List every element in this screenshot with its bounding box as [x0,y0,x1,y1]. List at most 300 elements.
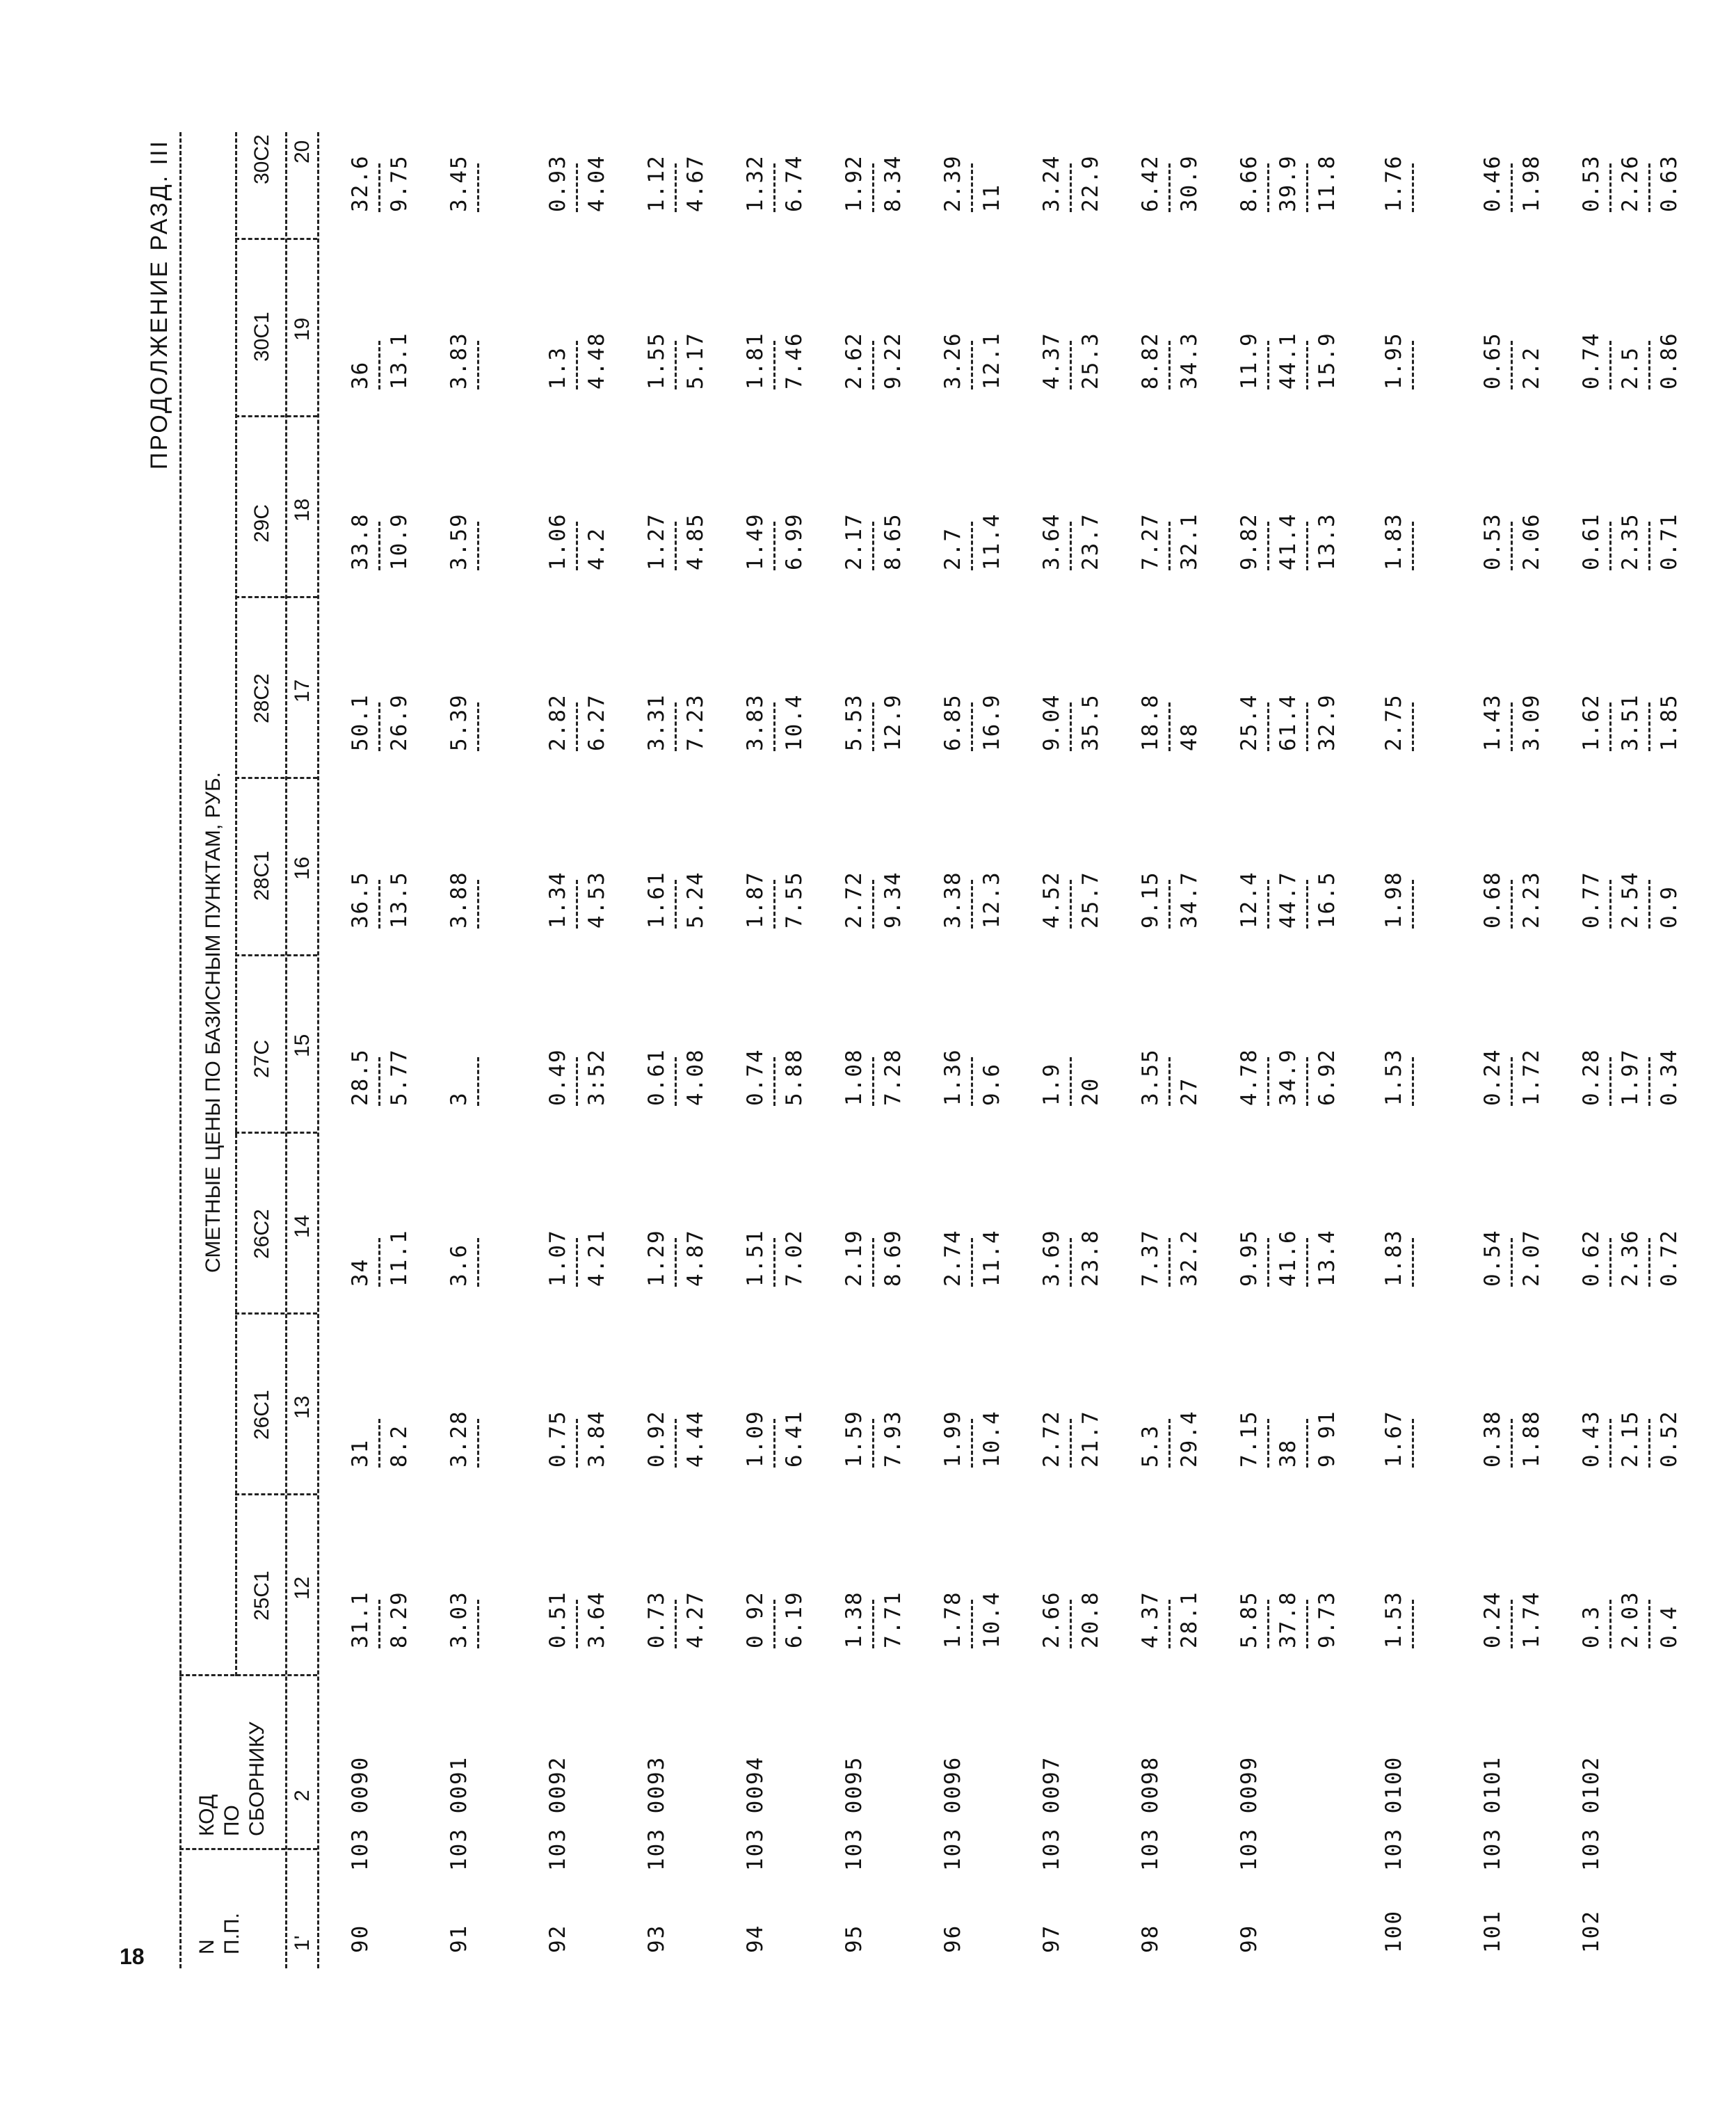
price-value: 1.08 [842,1048,867,1106]
value-divider [1306,1057,1310,1106]
column-header-28С1: 28С1 [250,851,273,901]
price-value: 31.1 [348,1591,373,1648]
price-value: 1.78 [940,1591,965,1648]
price-value: 1.92 [842,154,867,212]
price-value: 0.3 [1579,1605,1604,1648]
price-value: 1.67 [1381,1410,1406,1468]
value-divider [1609,341,1614,389]
price-value: 9.15 [1138,871,1163,929]
rotated-table-page [146,132,1736,1968]
price-value: 9.04 [1039,693,1064,751]
value-divider [576,522,580,570]
row-code: 103 0095 [842,1756,867,1871]
value-divider [1306,341,1310,389]
price-value: 0.49 [545,1048,570,1106]
continuation-title: ПРОДОЛЖЕНИЕ РАЗД. III [146,139,172,470]
header-top-rule [179,132,182,1968]
price-value: 30.9 [1177,154,1202,212]
price-value: 20.8 [1078,1591,1103,1648]
price-value: 32.9 [1315,693,1340,751]
price-value: 0.28 [1579,1048,1604,1106]
column-number: 20 [291,140,314,163]
price-value: 1.09 [743,1410,768,1468]
price-group-title: СМЕТНЫЕ ЦЕНЫ ПО БАЗИСНЫМ ПУНКТАМ, РУБ. [202,772,225,1273]
price-value: 1.27 [644,513,669,570]
price-value: 4.08 [683,1048,708,1106]
value-divider [1648,1238,1653,1287]
price-value: 3.03 [447,1591,472,1648]
price-value: 3.38 [940,871,965,929]
price-value: 0.24 [1480,1048,1505,1106]
value-divider [1168,163,1173,212]
price-value: 2.35 [1618,513,1643,570]
value-divider [872,1419,876,1468]
row-code: 103 0098 [1138,1756,1163,1871]
price-value: 11.4 [979,513,1004,570]
price-value: 0.9 [1657,885,1682,929]
price-value: 31 [348,1438,373,1468]
price-value: 16.5 [1315,871,1340,929]
value-divider [971,522,975,570]
price-value: 7.37 [1138,1229,1163,1287]
row-code: 103 0101 [1480,1756,1505,1871]
price-value: 2.75 [1381,693,1406,751]
price-value: 2.06 [1519,513,1544,570]
column-header-28С2: 28С2 [250,673,273,723]
price-value: 5.88 [782,1048,807,1106]
price-value: 9 91 [1315,1410,1340,1468]
value-divider [1267,880,1271,929]
price-value: 0.71 [1657,513,1682,570]
value-divider [1267,341,1271,389]
value-divider [576,341,580,389]
column-number: 18 [291,498,314,522]
price-value: 1.3 [545,346,570,389]
value-divider [773,702,778,751]
value-divider [1267,1238,1271,1287]
price-value: 4.37 [1138,1591,1163,1648]
value-divider [1412,1057,1416,1106]
price-value: 15.9 [1315,332,1340,389]
value-divider [971,1600,975,1648]
price-value: 41.4 [1276,513,1301,570]
price-value: 4.04 [584,154,609,212]
price-value: 32.2 [1177,1229,1202,1287]
price-value: 2.2 [1519,346,1544,389]
price-value: 3.83 [447,332,472,389]
column-number: 1' [291,1935,314,1951]
price-value: 3.6 [447,1244,472,1287]
price-value: 2.72 [1039,1410,1064,1468]
price-value: 6.41 [782,1410,807,1468]
value-divider [477,522,481,570]
price-value: 2.7 [940,527,965,570]
value-divider [872,1600,876,1648]
value-divider [1412,1600,1416,1648]
value-divider [1306,880,1310,929]
value-divider [971,341,975,389]
price-value: 1.99 [940,1410,965,1468]
value-divider [872,880,876,929]
price-value: 0.46 [1480,154,1505,212]
value-divider [1168,702,1173,751]
price-value: 0.72 [1657,1229,1682,1287]
price-value: 0.68 [1480,871,1505,929]
column-header-26С2: 26С2 [250,1209,273,1259]
price-value: 2.5 [1618,346,1643,389]
price-value: 2.36 [1618,1229,1643,1287]
price-value: 12.1 [979,332,1004,389]
price-value: 7.93 [881,1410,906,1468]
price-value: 11.1 [387,1229,412,1287]
value-divider [576,1057,580,1106]
price-value: 34.9 [1276,1048,1301,1106]
price-value: 6.92 [1315,1048,1340,1106]
column-number: 19 [291,317,314,341]
value-divider [1511,1238,1515,1287]
price-value: 36.5 [348,871,373,929]
value-divider [675,1600,679,1648]
value-divider [1511,880,1515,929]
price-value: 3.24 [1039,154,1064,212]
value-divider [1306,702,1310,751]
price-value: 3.26 [940,332,965,389]
value-divider [971,702,975,751]
value-divider [971,1238,975,1287]
price-value: 8.65 [881,513,906,570]
price-value: 29.4 [1177,1410,1202,1468]
price-value: 1.72 [1519,1048,1544,1106]
header-separator [235,1312,317,1315]
value-divider [1511,341,1515,389]
row-number: 99 [1237,1924,1262,1953]
price-value: 4.27 [683,1591,708,1648]
price-value: 0.74 [1579,332,1604,389]
value-divider [1267,522,1271,570]
price-value: 4.85 [683,513,708,570]
price-value: 34.3 [1177,332,1202,389]
price-value: 9.75 [387,154,412,212]
price-value: 3.31 [644,693,669,751]
value-divider [675,1419,679,1468]
price-value: 1.83 [1381,513,1406,570]
price-value: 23.8 [1078,1229,1103,1287]
price-value: 44.1 [1276,332,1301,389]
price-value: 6.74 [782,154,807,212]
value-divider [1648,1057,1653,1106]
value-divider [773,880,778,929]
price-value: 0.38 [1480,1410,1505,1468]
price-value: 8.29 [387,1591,412,1648]
price-value: 4.78 [1237,1048,1262,1106]
value-divider [1070,341,1074,389]
value-divider [378,163,383,212]
price-value: 8.34 [881,154,906,212]
value-divider [971,880,975,929]
price-value: 6.19 [782,1591,807,1648]
column-number: 17 [291,679,314,702]
price-value: 0.62 [1579,1229,1604,1287]
price-value: 7.71 [881,1591,906,1648]
price-value: 5.3 [1138,1424,1163,1468]
row-number: 94 [743,1924,768,1953]
price-value: 0.54 [1480,1229,1505,1287]
value-divider [477,1057,481,1106]
price-value: 1.38 [842,1591,867,1648]
value-divider [1648,880,1653,929]
price-value: 27 [1177,1077,1202,1106]
column-number: 14 [291,1214,314,1238]
price-value: 11.9 [1237,332,1262,389]
value-divider [1267,702,1271,751]
value-divider [1306,163,1310,212]
price-value: 1.59 [842,1410,867,1468]
value-divider [1070,1238,1074,1287]
price-value: 2.39 [940,154,965,212]
price-value: 0.73 [644,1591,669,1648]
value-divider [378,1057,383,1106]
value-divider [1070,1600,1074,1648]
price-value: 2.66 [1039,1591,1064,1648]
value-divider [1511,702,1515,751]
value-divider [1306,1419,1310,1468]
price-value: 1.55 [644,332,669,389]
price-value: 2.15 [1618,1410,1643,1468]
value-divider [1648,702,1653,751]
value-divider [1412,880,1416,929]
value-divider [971,1419,975,1468]
column-header-25С1: 25С1 [250,1570,273,1621]
value-divider [378,341,383,389]
value-divider [576,1419,580,1468]
row-number: 97 [1039,1924,1064,1953]
price-value: 1.51 [743,1229,768,1287]
price-value: 9.95 [1237,1229,1262,1287]
value-divider [1609,522,1614,570]
header-separator [235,415,317,417]
value-divider [1168,341,1173,389]
price-value: 38 [1276,1438,1301,1468]
price-value: 6.99 [782,513,807,570]
value-divider [1168,880,1173,929]
price-value: 20 [1078,1077,1103,1106]
value-divider [576,163,580,212]
price-value: 1.62 [1579,693,1604,751]
price-value: 3.55 [1138,1048,1163,1106]
price-value: 2.74 [940,1229,965,1287]
price-value: 39.9 [1276,154,1301,212]
price-value: 1.53 [1381,1048,1406,1106]
price-value: 4.52 [1039,871,1064,929]
value-divider [1609,1238,1614,1287]
value-divider [378,1600,383,1648]
value-divider [378,1238,383,1287]
price-value: 0.74 [743,1048,768,1106]
value-divider [1609,880,1614,929]
value-divider [1511,1600,1515,1648]
price-value: 7.15 [1237,1410,1262,1468]
price-value: 41.6 [1276,1229,1301,1287]
price-value: 11.8 [1315,154,1340,212]
price-value: 13.3 [1315,513,1340,570]
column-header-30С2: 30С2 [250,134,273,184]
price-value: 0.65 [1480,332,1505,389]
price-value: 25.4 [1237,693,1262,751]
row-code: 103 0096 [940,1756,965,1871]
price-value: 10.4 [782,693,807,751]
value-divider [872,341,876,389]
value-divider [1511,522,1515,570]
price-value: 3.64 [1039,513,1064,570]
row-number: 91 [447,1924,472,1953]
value-divider [1070,1057,1074,1106]
price-value: 1.98 [1381,871,1406,929]
value-divider [1511,163,1515,212]
price-value: 4.67 [683,154,708,212]
header-separator [235,1132,317,1134]
header-bottom-rule [317,132,319,1968]
price-value: 0.77 [1579,871,1604,929]
row-number: 92 [545,1924,570,1953]
row-number: 93 [644,1924,669,1953]
column-number: 15 [291,1034,314,1057]
price-value: 3.88 [447,871,472,929]
value-divider [1070,163,1074,212]
value-divider [872,163,876,212]
price-value: 12.3 [979,871,1004,929]
column-header-30С1: 30С1 [250,312,273,362]
price-value: 0.51 [545,1591,570,1648]
price-value: 1.83 [1381,1229,1406,1287]
value-divider [872,1057,876,1106]
price-value: 3 [447,1091,472,1106]
price-value: 2.23 [1519,871,1544,929]
column-header-27С: 27С [250,1039,273,1078]
value-divider [872,522,876,570]
price-value: 36 [348,360,373,389]
column-number: 16 [291,856,314,880]
price-value: 0.4 [1657,1605,1682,1648]
value-divider [1070,880,1074,929]
value-divider [1412,1419,1416,1468]
value-divider [1412,522,1416,570]
price-value: 1.06 [545,513,570,570]
value-divider [773,341,778,389]
value-divider [1609,702,1614,751]
price-value: 3.51 [1618,693,1643,751]
row-code: 103 0100 [1381,1756,1406,1871]
price-value: 8.69 [881,1229,906,1287]
price-value: 1.88 [1519,1410,1544,1468]
value-divider [378,702,383,751]
column-number: 13 [291,1395,314,1419]
price-value: 26.9 [387,693,412,751]
price-value: 4.48 [584,332,609,389]
row-number: 95 [842,1924,867,1953]
value-divider [1412,163,1416,212]
header-separator [179,1848,317,1850]
value-divider [1609,163,1614,212]
value-divider [675,880,679,929]
price-value: 1.61 [644,871,669,929]
price-value: 1.32 [743,154,768,212]
price-value: 28.1 [1177,1591,1202,1648]
price-value: 9.73 [1315,1591,1340,1648]
price-value: 1.97 [1618,1048,1643,1106]
price-value: 7.28 [881,1048,906,1106]
header-separator [235,954,317,956]
value-divider [378,522,383,570]
value-divider [773,1238,778,1287]
value-divider [1070,522,1074,570]
value-divider [1267,1419,1271,1468]
price-value: 1.87 [743,871,768,929]
price-value: 33.8 [348,513,373,570]
price-value: 7.23 [683,693,708,751]
price-value: 4.53 [584,871,609,929]
price-value: 1.12 [644,154,669,212]
price-value: 2.72 [842,871,867,929]
price-value: 0.24 [1480,1591,1505,1648]
price-value: 5.85 [1237,1591,1262,1648]
price-value: 1.95 [1381,332,1406,389]
price-value: 3.59 [447,513,472,570]
price-value: 18.8 [1138,693,1163,751]
price-value: 2.62 [842,332,867,389]
value-divider [1267,1057,1271,1106]
value-divider [1267,1600,1271,1648]
value-divider [576,702,580,751]
value-divider [477,880,481,929]
price-value: 1.07 [545,1229,570,1287]
price-value: 3.28 [447,1410,472,1468]
value-divider [576,1238,580,1287]
price-value: 5.24 [683,871,708,929]
price-value: 2.17 [842,513,867,570]
row-number: 102 [1579,1910,1604,1953]
value-divider [773,163,778,212]
value-divider [675,341,679,389]
price-value: 13.5 [387,871,412,929]
row-code: 103 0094 [743,1756,768,1871]
price-value: 9.34 [881,871,906,929]
code-header: КОД ПО СБОРНИКУ [195,1721,268,1836]
price-value: 0.93 [545,154,570,212]
header-separator [235,596,317,598]
value-divider [1412,1238,1416,1287]
header-separator [235,777,317,779]
price-value: 5.39 [447,693,472,751]
value-divider [1609,1057,1614,1106]
price-value: 8.82 [1138,332,1163,389]
price-value: 32.1 [1177,513,1202,570]
value-divider [1511,1419,1515,1468]
price-value: 2.03 [1618,1591,1643,1648]
price-value: 44.7 [1276,871,1301,929]
row-code: 103 0099 [1237,1756,1262,1871]
price-value: 0.43 [1579,1410,1604,1468]
row-code: 103 0091 [447,1756,472,1871]
price-value: 4.37 [1039,332,1064,389]
price-value: 61.4 [1276,693,1301,751]
price-value: 4.44 [683,1410,708,1468]
value-divider [477,702,481,751]
price-value: 7.46 [782,332,807,389]
price-value: 1.81 [743,332,768,389]
row-number: 100 [1381,1910,1406,1953]
group-rule [235,132,237,1676]
row-code: 103 0097 [1039,1756,1064,1871]
